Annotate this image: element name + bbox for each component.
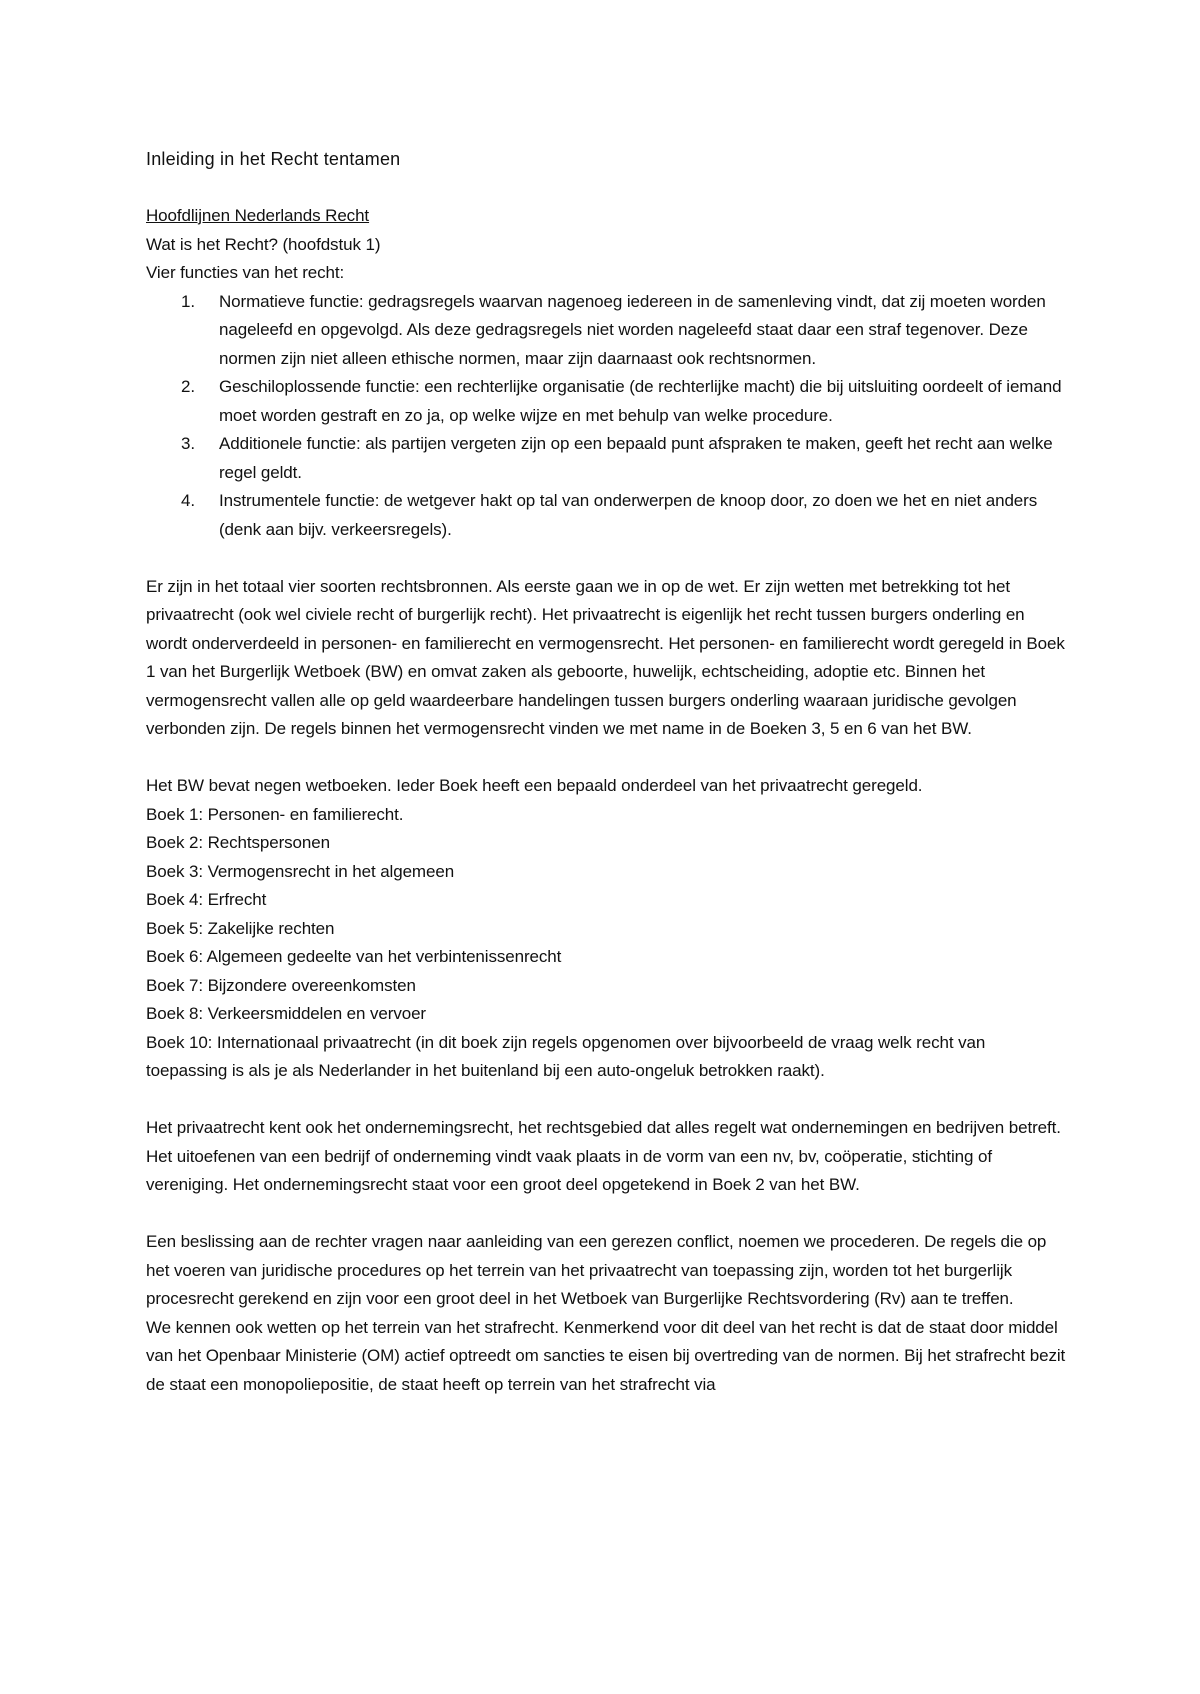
list-number: 2. [181, 377, 195, 396]
list-item: Boek 3: Vermogensrecht in het algemeen [146, 861, 455, 881]
chapter-subheading: Wat is het Recht? (hoofdstuk 1) [146, 234, 381, 254]
list-item [181, 487, 1066, 544]
list-item-text: Additionele functie: als partijen vergeten zijn op een bepaald punt afspraken te maken, geeft het recht aan welke regel geldt. [219, 434, 1053, 482]
list-item: Boek 5: Zakelijke rechten [146, 918, 335, 938]
blank-line [146, 1086, 1066, 1115]
list-number: 3. [181, 434, 195, 453]
functions-list [146, 288, 1066, 545]
paragraph-ondernemingsrecht: Het privaatrecht kent ook het ondernemingsrecht, het rechtsgebied dat alles regelt wat ondernemingen en bedrijven betreft. Het uitoefenen van een bedrijf of onderneming vindt vaak plaats in de vorm van een nv, bv, coöperatie, stichting of vereniging. Het ondernemingsrecht staat voor een groot deel opgetekend in Boek 2 van het BW. [146, 1118, 1061, 1194]
paragraph-procesrecht: Een beslissing aan de rechter vragen naar aanleiding van een gerezen conflict, noemen we procederen. De regels die op het voeren van juridische procedures op het terrein van het privaatrecht van toepassing zijn, worden tot het burgerlijk procesrecht gerekend en zijn voor een groot deel in het Wetboek van Burgerlijke Rechtsvordering (Rv) aan te treffen. [146, 1232, 1047, 1308]
functions-intro: Vier functies van het recht: [146, 263, 345, 282]
list-item [181, 288, 1066, 374]
section-heading: Hoofdlijnen Nederlands Recht [146, 206, 370, 225]
list-item [181, 430, 1066, 487]
list-item-text: Geschiloplossende functie: een rechterlijke organisatie (de rechterlijke macht) die bij uitsluiting oordeelt of iemand moet worden gestraft en zo ja, op welke wijze en met behulp van welke procedure. [219, 377, 1062, 425]
document-body [146, 145, 1066, 1399]
list-item-text: Instrumentele functie: de wetgever hakt op tal van onderwerpen de knoop door, zo doen we het en niet anders (denk aan bijv. verkeersregels). [219, 491, 1038, 539]
list-item: Boek 1: Personen- en familierecht. [146, 804, 404, 824]
blank-line [146, 174, 1066, 203]
paragraph-strafrecht: We kennen ook wetten op het terrein van het strafrecht. Kenmerkend voor dit deel van het recht is dat de staat door middel van het Openbaar Ministerie (OM) actief optreedt om sancties te eisen bij overtreding van de normen. Bij het strafrecht bezit de staat een monopoliepositie, de staat heeft op terrein van het strafrecht via [146, 1317, 1066, 1394]
boeken-intro: Het BW bevat negen wetboeken. Ieder Boek heeft een bepaald onderdeel van het privaatrecht geregeld. [146, 776, 923, 795]
blank-line [146, 744, 1066, 773]
list-item: Boek 10: Internationaal privaatrecht (in dit boek zijn regels opgenomen over bijvoorbeeld de vraag welk recht van toepassing is als je als Nederlander in het buitenland bij een auto-ongeluk betrokken raakt). [146, 1032, 986, 1080]
list-number: 1. [181, 291, 195, 311]
boeken-list [146, 801, 1066, 1086]
list-number: 4. [181, 491, 195, 510]
list-item: Boek 8: Verkeersmiddelen en vervoer [146, 1004, 426, 1023]
list-item: Boek 4: Erfrecht [146, 890, 267, 909]
list-item [181, 373, 1066, 430]
list-item: Boek 6: Algemeen gedeelte van het verbintenissenrecht [146, 947, 562, 966]
list-item: Boek 2: Rechtspersonen [146, 833, 330, 852]
blank-line [146, 1200, 1066, 1229]
list-item: Boek 7: Bijzondere overeenkomsten [146, 975, 416, 995]
blank-line [146, 544, 1066, 573]
list-item-text: Normatieve functie: gedragsregels waarvan nagenoeg iedereen in de samenleving vindt, dat zij moeten worden nageleefd en opgevolgd. Als deze gedragsregels niet worden nageleefd staat daar een straf tegenover. Deze normen zijn niet alleen ethische normen, maar zijn daarnaast ook rechtsnormen. [219, 291, 1046, 368]
document-title: Inleiding in het Recht tentamen [146, 149, 401, 169]
paragraph-rechtsbronnen: Er zijn in het totaal vier soorten rechtsbronnen. Als eerste gaan we in op de wet. Er zijn wetten met betrekking tot het privaatrecht (ook wel civiele recht of burgerlijk recht). Het privaatrecht is eigenlijk het recht tussen burgers onderling en wordt onderverdeeld in personen- en familierecht en vermogensrecht. Het personen- en familierecht wordt geregeld in Boek 1 van het Burgerlijk Wetboek (BW) en omvat zaken als geboorte, huwelijk, echtscheiding, adoptie etc. Binnen het vermogensrecht vallen alle op geld waardeerbare handelingen tussen burgers onderling waaraan juridische gevolgen verbonden zijn. De regels binnen het vermogensrecht vinden we met name in de Boeken 3, 5 en 6 van het BW. [146, 576, 1065, 738]
